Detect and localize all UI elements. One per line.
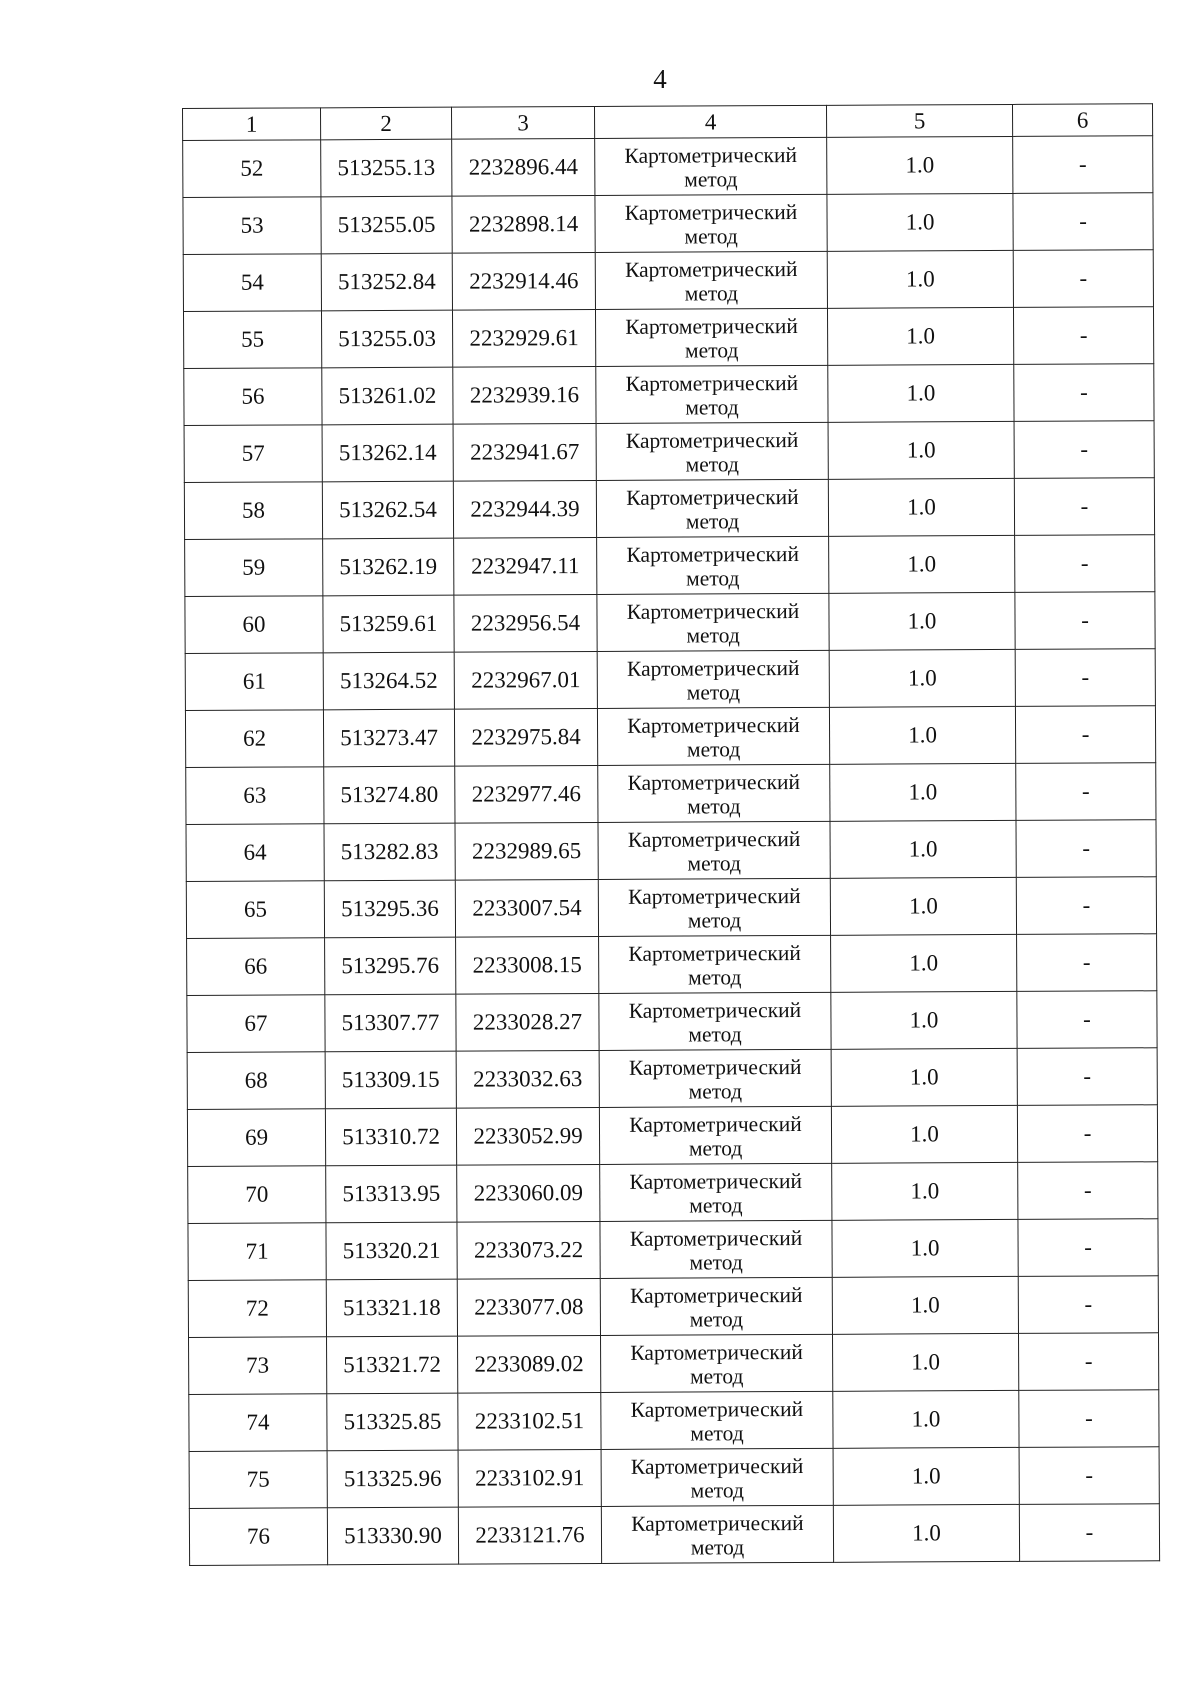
accuracy-cell: 1.0 xyxy=(833,1390,1019,1448)
point-number-cell: 72 xyxy=(188,1280,326,1338)
accuracy-cell: 1.0 xyxy=(829,706,1015,764)
method-cell: Картометрический метод xyxy=(601,1334,833,1392)
x-coordinate-cell: 513307.77 xyxy=(325,994,456,1052)
y-coordinate-cell: 2233073.22 xyxy=(457,1221,600,1279)
point-number-cell: 76 xyxy=(189,1508,327,1566)
accuracy-cell: 1.0 xyxy=(828,421,1014,479)
y-coordinate-cell: 2232956.54 xyxy=(454,594,597,652)
note-cell: - xyxy=(1016,820,1156,878)
header-cell-3: 3 xyxy=(451,106,594,139)
accuracy-cell: 1.0 xyxy=(833,1447,1019,1505)
note-cell: - xyxy=(1018,1333,1158,1391)
x-coordinate-cell: 513310.72 xyxy=(325,1108,456,1166)
method-cell: Картометрический метод xyxy=(595,251,827,309)
header-cell-6: 6 xyxy=(1012,104,1152,137)
y-coordinate-cell: 2232975.84 xyxy=(454,708,597,766)
y-coordinate-cell: 2233007.54 xyxy=(455,879,598,937)
method-cell: Картометрический метод xyxy=(599,1106,831,1164)
method-cell: Картометрический метод xyxy=(598,821,830,879)
point-number-cell: 70 xyxy=(188,1166,326,1224)
table-row xyxy=(186,763,1156,825)
table-row xyxy=(187,991,1157,1053)
accuracy-cell: 1.0 xyxy=(831,1048,1017,1106)
method-cell: Картометрический метод xyxy=(595,137,827,195)
method-cell: Картометрический метод xyxy=(596,365,828,423)
method-cell: Картометрический метод xyxy=(601,1505,833,1563)
note-cell: - xyxy=(1017,934,1157,992)
x-coordinate-cell: 513259.61 xyxy=(323,595,454,653)
table-row xyxy=(185,535,1155,597)
x-coordinate-cell: 513252.84 xyxy=(321,253,452,311)
table-row xyxy=(188,1162,1158,1224)
method-cell: Картометрический метод xyxy=(597,650,829,708)
accuracy-cell: 1.0 xyxy=(832,1276,1018,1334)
y-coordinate-cell: 2232967.01 xyxy=(454,651,597,709)
table-row xyxy=(183,136,1153,198)
method-cell: Картометрический метод xyxy=(598,878,830,936)
accuracy-cell: 1.0 xyxy=(828,478,1014,536)
point-number-cell: 54 xyxy=(183,254,321,312)
note-cell: - xyxy=(1016,877,1156,935)
method-cell: Картометрический метод xyxy=(595,308,827,366)
y-coordinate-cell: 2233121.76 xyxy=(458,1506,601,1564)
method-cell: Картометрический метод xyxy=(595,194,827,252)
table-row xyxy=(189,1390,1159,1452)
point-number-cell: 68 xyxy=(187,1052,325,1110)
x-coordinate-cell: 513255.05 xyxy=(321,196,452,254)
point-number-cell: 65 xyxy=(186,881,324,939)
point-number-cell: 62 xyxy=(185,710,323,768)
x-coordinate-cell: 513321.72 xyxy=(327,1336,458,1394)
table-row xyxy=(184,364,1154,426)
x-coordinate-cell: 513262.19 xyxy=(323,538,454,596)
note-cell: - xyxy=(1019,1504,1159,1562)
x-coordinate-cell: 513264.52 xyxy=(323,652,454,710)
note-cell: - xyxy=(1019,1447,1159,1505)
x-coordinate-cell: 513261.02 xyxy=(322,367,453,425)
note-cell: - xyxy=(1015,649,1155,707)
point-number-cell: 71 xyxy=(188,1223,326,1281)
table-row xyxy=(185,592,1155,654)
note-cell: - xyxy=(1014,421,1154,479)
coordinates-table xyxy=(182,103,1160,1566)
x-coordinate-cell: 513274.80 xyxy=(324,766,455,824)
header-cell-4: 4 xyxy=(594,105,826,138)
accuracy-cell: 1.0 xyxy=(829,649,1015,707)
accuracy-cell: 1.0 xyxy=(830,763,1016,821)
y-coordinate-cell: 2233060.09 xyxy=(457,1164,600,1222)
table-row xyxy=(184,478,1154,540)
y-coordinate-cell: 2232944.39 xyxy=(453,480,596,538)
method-cell: Картометрический метод xyxy=(599,992,831,1050)
y-coordinate-cell: 2232898.14 xyxy=(452,195,595,253)
table-row xyxy=(189,1447,1159,1509)
x-coordinate-cell: 513295.76 xyxy=(325,937,456,995)
point-number-cell: 58 xyxy=(184,482,322,540)
point-number-cell: 67 xyxy=(187,995,325,1053)
table-row xyxy=(183,250,1153,312)
accuracy-cell: 1.0 xyxy=(831,1105,1017,1163)
method-cell: Картометрический метод xyxy=(597,593,829,651)
table-row xyxy=(189,1333,1159,1395)
y-coordinate-cell: 2232977.46 xyxy=(455,765,598,823)
accuracy-cell: 1.0 xyxy=(830,877,1016,935)
x-coordinate-cell: 513309.15 xyxy=(325,1051,456,1109)
note-cell: - xyxy=(1018,1162,1158,1220)
x-coordinate-cell: 513262.54 xyxy=(322,481,453,539)
note-cell: - xyxy=(1018,1276,1158,1334)
header-cell-1: 1 xyxy=(183,108,321,141)
note-cell: - xyxy=(1017,1105,1157,1163)
y-coordinate-cell: 2233032.63 xyxy=(456,1050,599,1108)
x-coordinate-cell: 513313.95 xyxy=(326,1165,457,1223)
x-coordinate-cell: 513295.36 xyxy=(324,880,455,938)
point-number-cell: 55 xyxy=(183,311,321,369)
note-cell: - xyxy=(1016,763,1156,821)
y-coordinate-cell: 2232896.44 xyxy=(452,138,595,196)
y-coordinate-cell: 2233102.91 xyxy=(458,1449,601,1507)
table-row xyxy=(186,877,1156,939)
y-coordinate-cell: 2232989.65 xyxy=(455,822,598,880)
accuracy-cell: 1.0 xyxy=(829,592,1015,650)
x-coordinate-cell: 513325.96 xyxy=(327,1450,458,1508)
y-coordinate-cell: 2233102.51 xyxy=(458,1392,601,1450)
y-coordinate-cell: 2232941.67 xyxy=(453,423,596,481)
table-row xyxy=(187,1105,1157,1167)
point-number-cell: 64 xyxy=(186,824,324,882)
y-coordinate-cell: 2232914.46 xyxy=(452,252,595,310)
table-row xyxy=(185,649,1155,711)
method-cell: Картометрический метод xyxy=(599,935,831,993)
method-cell: Картометрический метод xyxy=(598,764,830,822)
note-cell: - xyxy=(1015,706,1155,764)
header-cell-5: 5 xyxy=(826,104,1012,137)
method-cell: Картометрический метод xyxy=(600,1220,832,1278)
note-cell: - xyxy=(1019,1390,1159,1448)
accuracy-cell: 1.0 xyxy=(827,250,1013,308)
point-number-cell: 73 xyxy=(189,1337,327,1395)
point-number-cell: 66 xyxy=(187,938,325,996)
point-number-cell: 57 xyxy=(184,425,322,483)
table-row xyxy=(183,193,1153,255)
accuracy-cell: 1.0 xyxy=(829,535,1015,593)
method-cell: Картометрический метод xyxy=(597,536,829,594)
note-cell: - xyxy=(1017,991,1157,1049)
point-number-cell: 59 xyxy=(185,539,323,597)
y-coordinate-cell: 2233028.27 xyxy=(456,993,599,1051)
method-cell: Картометрический метод xyxy=(596,479,828,537)
method-cell: Картометрический метод xyxy=(601,1391,833,1449)
y-coordinate-cell: 2233077.08 xyxy=(457,1278,600,1336)
x-coordinate-cell: 513321.18 xyxy=(326,1279,457,1337)
note-cell: - xyxy=(1014,364,1154,422)
accuracy-cell: 1.0 xyxy=(831,991,1017,1049)
x-coordinate-cell: 513255.13 xyxy=(321,139,452,197)
note-cell: - xyxy=(1013,250,1153,308)
method-cell: Картометрический метод xyxy=(599,1049,831,1107)
note-cell: - xyxy=(1013,136,1153,194)
method-cell: Картометрический метод xyxy=(600,1277,832,1335)
method-cell: Картометрический метод xyxy=(600,1163,832,1221)
x-coordinate-cell: 513320.21 xyxy=(326,1222,457,1280)
x-coordinate-cell: 513330.90 xyxy=(327,1507,458,1565)
y-coordinate-cell: 2232947.11 xyxy=(454,537,597,595)
note-cell: - xyxy=(1017,1048,1157,1106)
point-number-cell: 56 xyxy=(184,368,322,426)
y-coordinate-cell: 2233052.99 xyxy=(456,1107,599,1165)
table-row xyxy=(185,706,1155,768)
y-coordinate-cell: 2232939.16 xyxy=(453,366,596,424)
accuracy-cell: 1.0 xyxy=(833,1504,1019,1562)
note-cell: - xyxy=(1013,307,1153,365)
table-row xyxy=(187,934,1157,996)
table-row xyxy=(183,307,1153,369)
point-number-cell: 61 xyxy=(185,653,323,711)
note-cell: - xyxy=(1015,592,1155,650)
table-row xyxy=(187,1048,1157,1110)
note-cell: - xyxy=(1014,478,1154,536)
method-cell: Картометрический метод xyxy=(597,707,829,765)
note-cell: - xyxy=(1015,535,1155,593)
point-number-cell: 74 xyxy=(189,1394,327,1452)
page-number: 4 xyxy=(653,64,667,94)
point-number-cell: 63 xyxy=(186,767,324,825)
table-row xyxy=(188,1219,1158,1281)
point-number-cell: 75 xyxy=(189,1451,327,1509)
table-row xyxy=(189,1504,1159,1566)
accuracy-cell: 1.0 xyxy=(832,1219,1018,1277)
x-coordinate-cell: 513273.47 xyxy=(323,709,454,767)
accuracy-cell: 1.0 xyxy=(827,193,1013,251)
note-cell: - xyxy=(1018,1219,1158,1277)
x-coordinate-cell: 513255.03 xyxy=(321,310,452,368)
x-coordinate-cell: 513325.85 xyxy=(327,1393,458,1451)
table-row xyxy=(188,1276,1158,1338)
x-coordinate-cell: 513282.83 xyxy=(324,823,455,881)
y-coordinate-cell: 2233089.02 xyxy=(458,1335,601,1393)
accuracy-cell: 1.0 xyxy=(827,307,1013,365)
accuracy-cell: 1.0 xyxy=(833,1333,1019,1391)
x-coordinate-cell: 513262.14 xyxy=(322,424,453,482)
accuracy-cell: 1.0 xyxy=(827,136,1013,194)
table-header-row xyxy=(183,104,1153,141)
table-row xyxy=(184,421,1154,483)
point-number-cell: 53 xyxy=(183,197,321,255)
method-cell: Картометрический метод xyxy=(596,422,828,480)
note-cell: - xyxy=(1013,193,1153,251)
point-number-cell: 69 xyxy=(187,1109,325,1167)
point-number-cell: 52 xyxy=(183,140,321,198)
accuracy-cell: 1.0 xyxy=(828,364,1014,422)
method-cell: Картометрический метод xyxy=(601,1448,833,1506)
accuracy-cell: 1.0 xyxy=(832,1162,1018,1220)
table-row xyxy=(186,820,1156,882)
header-cell-2: 2 xyxy=(321,107,452,140)
accuracy-cell: 1.0 xyxy=(831,934,1017,992)
accuracy-cell: 1.0 xyxy=(830,820,1016,878)
point-number-cell: 60 xyxy=(185,596,323,654)
y-coordinate-cell: 2233008.15 xyxy=(456,936,599,994)
y-coordinate-cell: 2232929.61 xyxy=(452,309,595,367)
